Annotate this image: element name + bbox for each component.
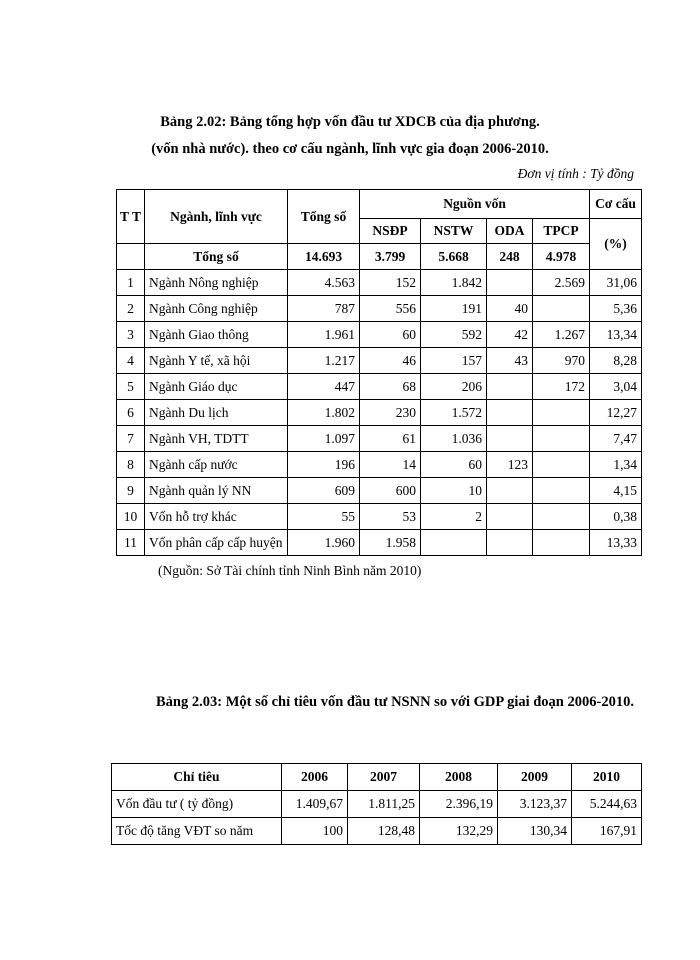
header-nstw: NSTW: [421, 219, 487, 244]
cell-tt: 7: [117, 426, 145, 452]
year-value: 1.811,25: [348, 791, 420, 818]
cell-tpcp: [533, 426, 590, 452]
cell-nstw: 10: [421, 478, 487, 504]
cell-field: Ngành Công nghiệp: [145, 296, 288, 322]
table2-row: [112, 818, 642, 845]
cell-nsdp: 46: [360, 348, 421, 374]
cell-tt: 1: [117, 270, 145, 296]
year-value: 132,29: [420, 818, 498, 845]
header-tt: T T: [117, 190, 145, 244]
cell-field: Ngành Giáo dục: [145, 374, 288, 400]
header-tpcp: TPCP: [533, 219, 590, 244]
cell-oda: [487, 478, 533, 504]
investment-table: [116, 189, 642, 556]
cell-oda: [487, 400, 533, 426]
cell-field: Vốn phân cấp cấp huyện: [145, 530, 288, 556]
cell-field: Ngành cấp nước: [145, 452, 288, 478]
cell-structure: 5,36: [590, 296, 642, 322]
total-row-tpcp: 4.978: [533, 244, 590, 270]
year-value: 5.244,63: [572, 791, 642, 818]
cell-tt: 2: [117, 296, 145, 322]
cell-field: Ngành VH, TDTT: [145, 426, 288, 452]
table-row: [117, 504, 642, 530]
header-field: Ngành, lĩnh vực: [145, 190, 288, 244]
cell-oda: [487, 530, 533, 556]
cell-nsdp: 1.958: [360, 530, 421, 556]
cell-total: 55: [288, 504, 360, 530]
table-row: [117, 530, 642, 556]
cell-nstw: 60: [421, 452, 487, 478]
gdp-table: [111, 763, 642, 845]
unit-note: Đơn vị tính : Tỷ đồng: [517, 166, 634, 181]
table2-title: [112, 689, 652, 716]
cell-nstw: 206: [421, 374, 487, 400]
year-value: 128,48: [348, 818, 420, 845]
cell-tt: 6: [117, 400, 145, 426]
cell-nsdp: 152: [360, 270, 421, 296]
cell-total: 1.961: [288, 322, 360, 348]
cell-oda: [487, 426, 533, 452]
cell-oda: 43: [487, 348, 533, 374]
cell-field: Ngành Du lịch: [145, 400, 288, 426]
total-row: [117, 244, 642, 270]
indicator-label: Tốc độ tăng VĐT so năm: [112, 818, 282, 845]
cell-total: 1.097: [288, 426, 360, 452]
cell-tt: 9: [117, 478, 145, 504]
cell-tpcp: 2.569: [533, 270, 590, 296]
cell-nsdp: 600: [360, 478, 421, 504]
indicator-label: Vốn đầu tư ( tỷ đồng): [112, 791, 282, 818]
year-value: 2.396,19: [420, 791, 498, 818]
cell-nstw: [421, 530, 487, 556]
table-row: [117, 452, 642, 478]
cell-tt: 11: [117, 530, 145, 556]
cell-total: 1.217: [288, 348, 360, 374]
cell-oda: [487, 374, 533, 400]
table2-header-row: [112, 764, 642, 791]
cell-total: 196: [288, 452, 360, 478]
cell-field: Ngành Y tế, xã hội: [145, 348, 288, 374]
cell-total: 787: [288, 296, 360, 322]
cell-total: 447: [288, 374, 360, 400]
cell-structure: 0,38: [590, 504, 642, 530]
cell-nsdp: 230: [360, 400, 421, 426]
table2-row: [112, 791, 642, 818]
source-note: (Nguồn: Sở Tài chính tỉnh Ninh Bình năm 2010): [158, 563, 422, 578]
year-value: 1.409,67: [282, 791, 348, 818]
cell-structure: 4,15: [590, 478, 642, 504]
total-row-oda: 248: [487, 244, 533, 270]
cell-total: 609: [288, 478, 360, 504]
cell-structure: 3,04: [590, 374, 642, 400]
table2-header: Chỉ tiêu: [112, 764, 282, 791]
cell-field: Ngành Giao thông: [145, 322, 288, 348]
cell-field: Vốn hỗ trợ khác: [145, 504, 288, 530]
cell-tpcp: 970: [533, 348, 590, 374]
table-title-line2: (vốn nhà nước). theo cơ cấu ngành, lĩnh vực gia đoạn 2006-2010.: [151, 141, 549, 157]
cell-nsdp: 68: [360, 374, 421, 400]
cell-tpcp: 1.267: [533, 322, 590, 348]
cell-tt: 4: [117, 348, 145, 374]
table2-header: 2007: [348, 764, 420, 791]
total-row-nstw: 5.668: [421, 244, 487, 270]
cell-oda: 40: [487, 296, 533, 322]
cell-nstw: 1.572: [421, 400, 487, 426]
cell-nstw: 157: [421, 348, 487, 374]
cell-nsdp: 61: [360, 426, 421, 452]
cell-tpcp: [533, 400, 590, 426]
cell-oda: [487, 504, 533, 530]
table-row: [117, 374, 642, 400]
cell-structure: 12,27: [590, 400, 642, 426]
cell-field: Ngành quản lý NN: [145, 478, 288, 504]
cell-nsdp: 60: [360, 322, 421, 348]
table-row: [117, 322, 642, 348]
table-row: [117, 400, 642, 426]
table-title-line1: Bảng 2.02: Bảng tổng hợp vốn đầu tư XDCB của địa phương.: [160, 114, 540, 130]
cell-tpcp: [533, 530, 590, 556]
cell-tt: 10: [117, 504, 145, 530]
year-value: 100: [282, 818, 348, 845]
total-row-nsdp: 3.799: [360, 244, 421, 270]
cell-nstw: 1.036: [421, 426, 487, 452]
cell-tt: 3: [117, 322, 145, 348]
table-row: [117, 348, 642, 374]
cell-oda: 123: [487, 452, 533, 478]
table-row: [117, 296, 642, 322]
cell-structure: 13,33: [590, 530, 642, 556]
cell-nsdp: 53: [360, 504, 421, 530]
table-row: [117, 270, 642, 296]
cell-structure: 31,06: [590, 270, 642, 296]
total-row-label: Tổng số: [145, 244, 288, 270]
cell-tpcp: [533, 478, 590, 504]
cell-oda: 42: [487, 322, 533, 348]
header-structure-unit: (%): [590, 219, 642, 270]
table2-header: 2010: [572, 764, 642, 791]
header-structure: Cơ cấu: [590, 190, 642, 219]
cell-nsdp: 556: [360, 296, 421, 322]
cell-nstw: 191: [421, 296, 487, 322]
cell-field: Ngành Nông nghiệp: [145, 270, 288, 296]
header-oda: ODA: [487, 219, 533, 244]
cell-nstw: 592: [421, 322, 487, 348]
table2-header: 2008: [420, 764, 498, 791]
cell-tpcp: [533, 504, 590, 530]
cell-nsdp: 14: [360, 452, 421, 478]
cell-tpcp: [533, 452, 590, 478]
cell-tt: 5: [117, 374, 145, 400]
year-value: 167,91: [572, 818, 642, 845]
cell-tt: 8: [117, 452, 145, 478]
header-total: Tổng số: [288, 190, 360, 244]
cell-structure: 8,28: [590, 348, 642, 374]
table2-header: 2009: [498, 764, 572, 791]
header-nsdp: NSĐP: [360, 219, 421, 244]
header-row: [117, 190, 642, 219]
cell-total: 1.802: [288, 400, 360, 426]
cell-tpcp: [533, 296, 590, 322]
total-row-tt: [117, 244, 145, 270]
cell-structure: 7,47: [590, 426, 642, 452]
table2-header: 2006: [282, 764, 348, 791]
table-row: [117, 478, 642, 504]
cell-structure: 1,34: [590, 452, 642, 478]
cell-oda: [487, 270, 533, 296]
table-row: [117, 426, 642, 452]
cell-tpcp: 172: [533, 374, 590, 400]
cell-nstw: 1.842: [421, 270, 487, 296]
table2-title-text: Bảng 2.03: Một số chỉ tiêu vốn đầu tư NSNN so với GDP giai đoạn 2006-2010.: [156, 694, 634, 710]
year-value: 3.123,37: [498, 791, 572, 818]
cell-nstw: 2: [421, 504, 487, 530]
cell-total: 1.960: [288, 530, 360, 556]
cell-total: 4.563: [288, 270, 360, 296]
year-value: 130,34: [498, 818, 572, 845]
total-row-total: 14.693: [288, 244, 360, 270]
cell-structure: 13,34: [590, 322, 642, 348]
header-sources: Nguồn vốn: [360, 190, 590, 219]
